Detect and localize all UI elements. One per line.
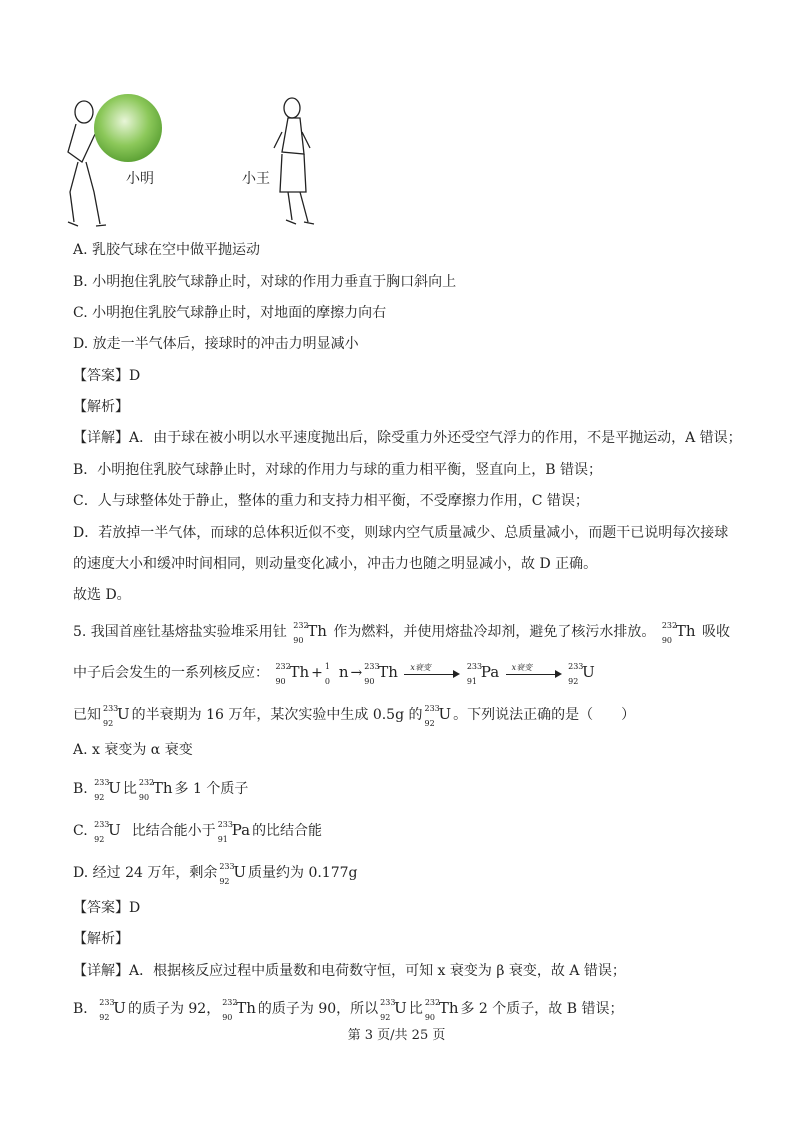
- nuclide-pa233: 233 91 Pa: [466, 662, 500, 686]
- q4-answer: 【答案】D: [73, 368, 141, 384]
- decay-arrow-2: x衰变: [506, 666, 562, 680]
- nuclide-th232: 232 90 Th: [275, 662, 310, 686]
- label-xiaowang: 小王: [242, 171, 270, 187]
- nuclide-th232: 232 90 Th: [293, 621, 327, 645]
- q4-detail-4: D．若放掉一半气体，而球的总体积近似不变，则球内空气质量减少、总质量减小，而题干已说明每次接球: [73, 525, 729, 541]
- page-footer: 第 3 页/共 25 页: [347, 1028, 446, 1043]
- q5-stem-line2: 中子后会发生的一系列核反应： 232 90 Th + 1 0 n → 233 90 Th x衰变 233 91 Pa x衰变 233 92 U: [73, 662, 595, 686]
- q4-detail-3: C．人与球整体处于静止，整体的重力和支持力相平衡，不受摩擦力作用，C 错误；: [73, 493, 589, 509]
- person-xiaowang: [274, 98, 314, 224]
- q4-detail-2: B．小明抱住乳胶气球静止时，对球的作用力与球的重力相平衡，竖直向上，B 错误；: [73, 462, 603, 478]
- q5-analysis: 【解析】: [73, 931, 129, 947]
- label-xiaoming: 小明: [126, 171, 154, 187]
- nuclide-neutron: 1 0 n: [324, 662, 349, 686]
- q4-detail-1: 【详解】A．由于球在被小明以水平速度抛出后，除受重力外还受空气浮力的作用，不是平抛运动，A 错误；: [73, 430, 742, 446]
- q4-detail-5: 的速度大小和缓冲时间相同，则动量变化减小，冲击力也随之明显减小，故 D 正确。: [73, 556, 598, 572]
- figure-players: [60, 92, 360, 232]
- nuclide-u233: 233 92 U: [568, 662, 595, 686]
- q4-analysis: 【解析】: [73, 399, 129, 415]
- latex-balloon: [94, 94, 162, 162]
- nuclide-symbol: 233 91 Pa: [217, 820, 251, 844]
- nuclide-symbol: 233 92 U: [94, 778, 121, 802]
- nuclide-symbol: 233 92 U: [99, 998, 126, 1022]
- q5-option-c: C. 233 92 U 比结合能小于 233 91 Pa 的比结合能: [73, 820, 323, 844]
- q4-option-d: D. 放走一半气体后，接球时的冲击力明显减小: [73, 336, 359, 352]
- nuclide-u233: 233 92 U: [103, 704, 130, 728]
- q5-answer: 【答案】D: [73, 900, 141, 916]
- nuclide-symbol: 232 90 Th: [222, 998, 256, 1022]
- q5-stem-line1: 5. 我国首座钍基熔盐实验堆采用钍 232 90 Th 作为燃料，并使用熔盐冷却剂，避免了核污水排放。 232 90 Th 吸收: [73, 621, 730, 645]
- nuclide-th232: 232 90 Th: [661, 621, 696, 645]
- nuclide-u233: 233 92 U: [424, 704, 452, 728]
- q4-option-a: A. 乳胶气球在空中做平抛运动: [73, 242, 261, 258]
- q5-option-a: A. x 衰变为 α 衰变: [73, 742, 193, 758]
- q4-option-c: C. 小明抱住乳胶气球静止时，对地面的摩擦力向右: [73, 305, 387, 321]
- q5-option-b: B. 233 92 U 比 232 90 Th 多 1 个质子: [73, 778, 249, 802]
- q5-stem-line3: 已知 233 92 U 的半衰期为 16 万年，某次实验中生成 0.5g 的 233 92 U 。下列说法正确的是（ ）: [73, 704, 636, 728]
- nuclide-symbol: 232 90 Th: [138, 778, 173, 802]
- figure-illustration: [60, 92, 360, 232]
- nuclide-symbol: 233 92 U: [219, 862, 246, 886]
- nuclide-symbol: 233 92 U: [380, 998, 407, 1022]
- decay-arrow-1: x衰变: [404, 666, 460, 680]
- nuclide-th233: 233 90 Th: [364, 662, 398, 686]
- nuclide-symbol: 233 92 U: [94, 820, 121, 844]
- q4-detail-6: 故选 D。: [73, 587, 131, 603]
- q5-detail-2: B． 233 92 U 的质子为 92， 232 90 Th 的质子为 90，所以 233 92 U 比 232 90 Th 多 2 个质子，故 B 错误；: [73, 998, 624, 1022]
- q5-detail-1: 【详解】A．根据核反应过程中质量数和电荷数守恒，可知 x 衰变为 β 衰变，故 A 错误；: [73, 963, 626, 979]
- q4-option-b: B. 小明抱住乳胶气球静止时，对球的作用力垂直于胸口斜向上: [73, 274, 457, 290]
- nuclide-symbol: 232 90 Th: [424, 998, 459, 1022]
- q5-option-d: D. 经过 24 万年，剩余 233 92 U 质量约为 0.177g: [73, 862, 358, 886]
